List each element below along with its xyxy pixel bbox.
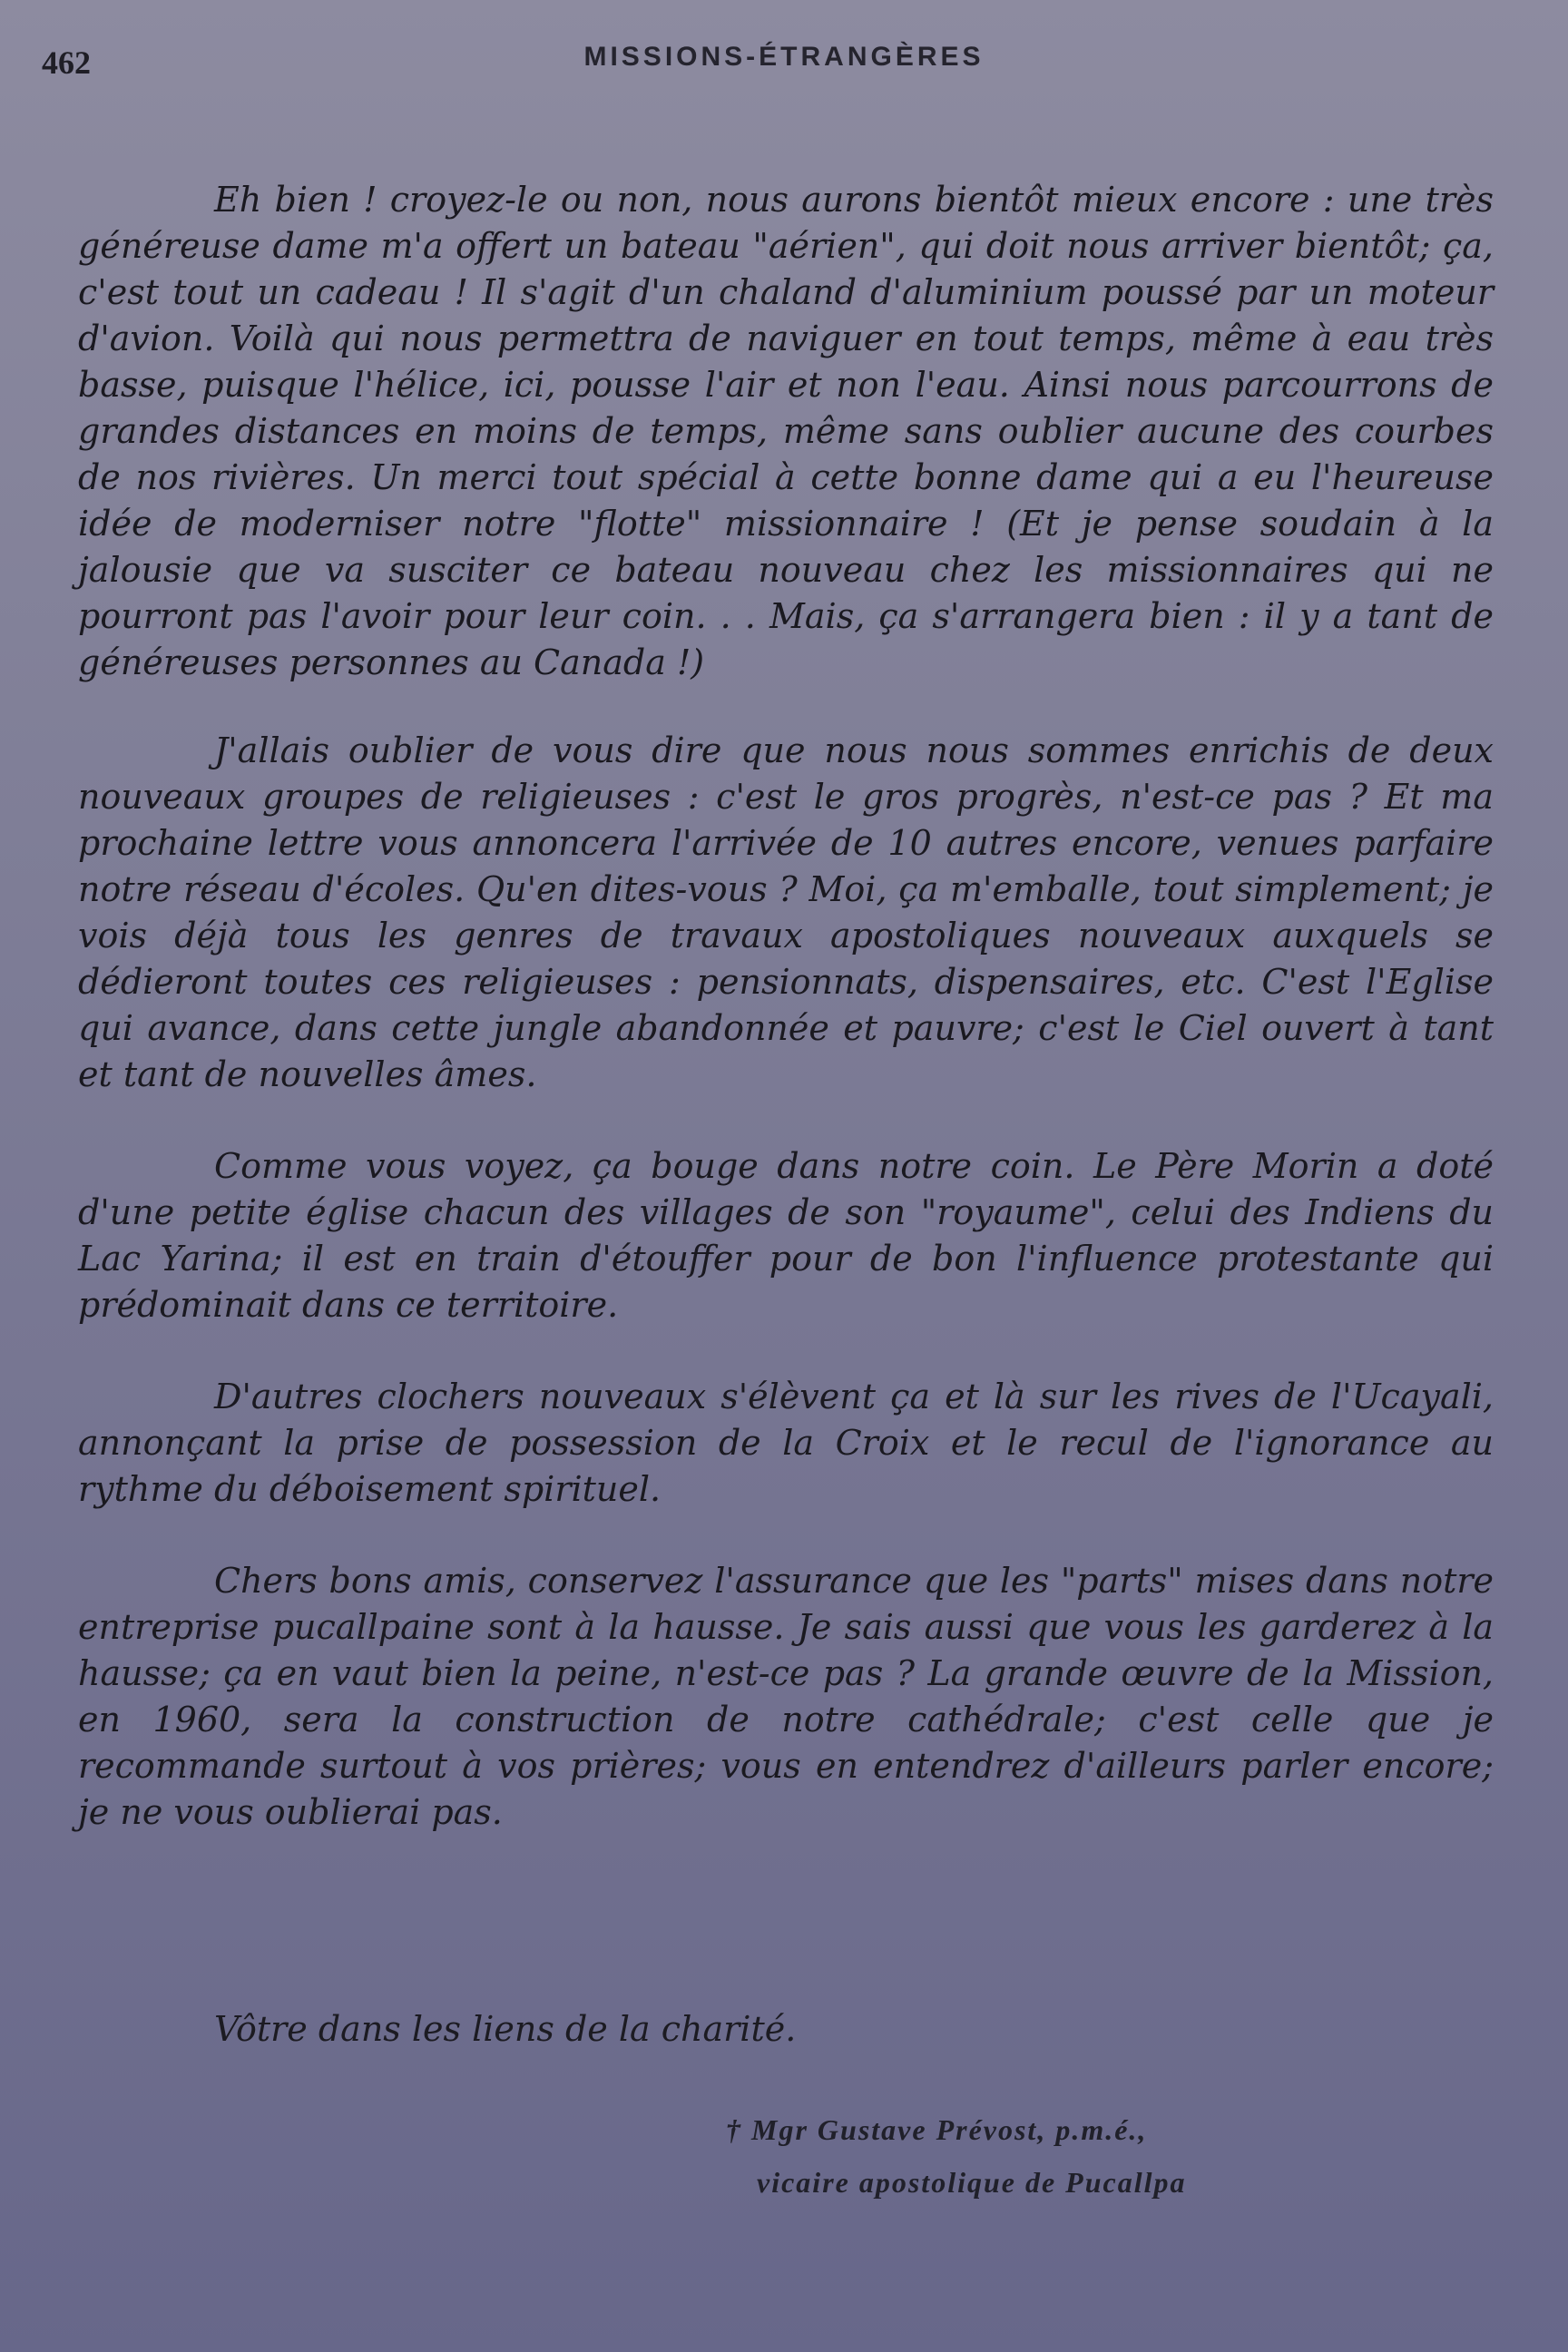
paragraph-cathedral: Chers bons amis, conservez l'assurance que les "parts" mises dans notre entreprise pucallpaine sont à la hausse. Je sais aussi que vous les garderez à la hausse; ça en vaut bien la peine, n'est-ce pas ? La grande œuvre de la Mission, en 1960, sera la construction de notre cathédrale; c'est celle que je recommande surtout à vos prières; vous en entendrez d'ailleurs parler encore; je ne vous oublierai pas. <box>78 1561 1494 1832</box>
signature-title: vicaire apostolique de Pucallpa <box>757 2166 1187 2199</box>
running-head <box>0 38 1568 83</box>
letter-body <box>78 177 1494 1881</box>
paragraph-father-morin: Comme vous voyez, ça bouge dans notre coin. Le Père Morin a doté d'une petite église chacun des villages de son "royaume", celui des Indiens du Lac Yarina; il est en train d'étouffer pour de bon l'influence protestante qui prédominait dans ce territoire. <box>78 1146 1494 1325</box>
journal-title: MISSIONS-ÉTRANGÈRES <box>583 42 985 72</box>
page-number: 462 <box>42 44 91 81</box>
signature-name: † Mgr Gustave Prévost, p.m.é., <box>726 2113 1148 2146</box>
signature-block <box>726 2103 1416 2209</box>
paragraph-aerial-boat: Eh bien ! croyez-le ou non, nous aurons bientôt mieux encore : une très généreuse dame m'a offert un bateau "aérien", qui doit nous arriver bientôt; ça, c'est tout un cadeau ! Il s'agit d'un chaland d'aluminium poussé par un moteur d'avion. Voilà qui nous permettra de naviguer en tout temps, même à eau très basse, puisque l'hélice, ici, pousse l'air et non l'eau. Ainsi nous parcourrons de grandes distances en moins de temps, même sans oublier aucune des courbes de nos rivières. Un merci tout spécial à cette bonne dame qui a eu l'heureuse idée de moderniser notre "flotte" missionnaire ! (Et je pense soudain à la jalousie que va susciter ce bateau nouveau chez les missionnaires qui ne pourront pas l'avoir pour leur coin. . . Mais, ça s'arrangera bien : il y a tant de généreuses personnes au Canada !) <box>78 180 1494 682</box>
paragraph-religious-sisters: J'allais oublier de vous dire que nous nous sommes enrichis de deux nouveaux groupes de religieuses : c'est le gros progrès, n'est-ce pas ? Et ma prochaine lettre vous annoncera l'arrivée de 10 autres encore, venues parfaire notre réseau d'écoles. Qu'en dites-vous ? Moi, ça m'emballe, tout simplement; je vois déjà tous les genres de travaux apostoliques nouveaux auxquels se dédieront toutes ces religieuses : pensionnats, dispensaires, etc. C'est l'Eglise qui avance, dans cette jungle abandonnée et pauvre; c'est le Ciel ouvert à tant et tant de nouvelles âmes. <box>78 730 1494 1094</box>
paragraph-new-steeples: D'autres clochers nouveaux s'élèvent ça et là sur les rives de l'Ucayali, annonçant la prise de possession de la Croix et le recul de l'ignorance au rythme du déboisement spirituel. <box>78 1377 1494 1509</box>
letter-closing: Vôtre dans les liens de la charité. <box>214 2009 797 2049</box>
